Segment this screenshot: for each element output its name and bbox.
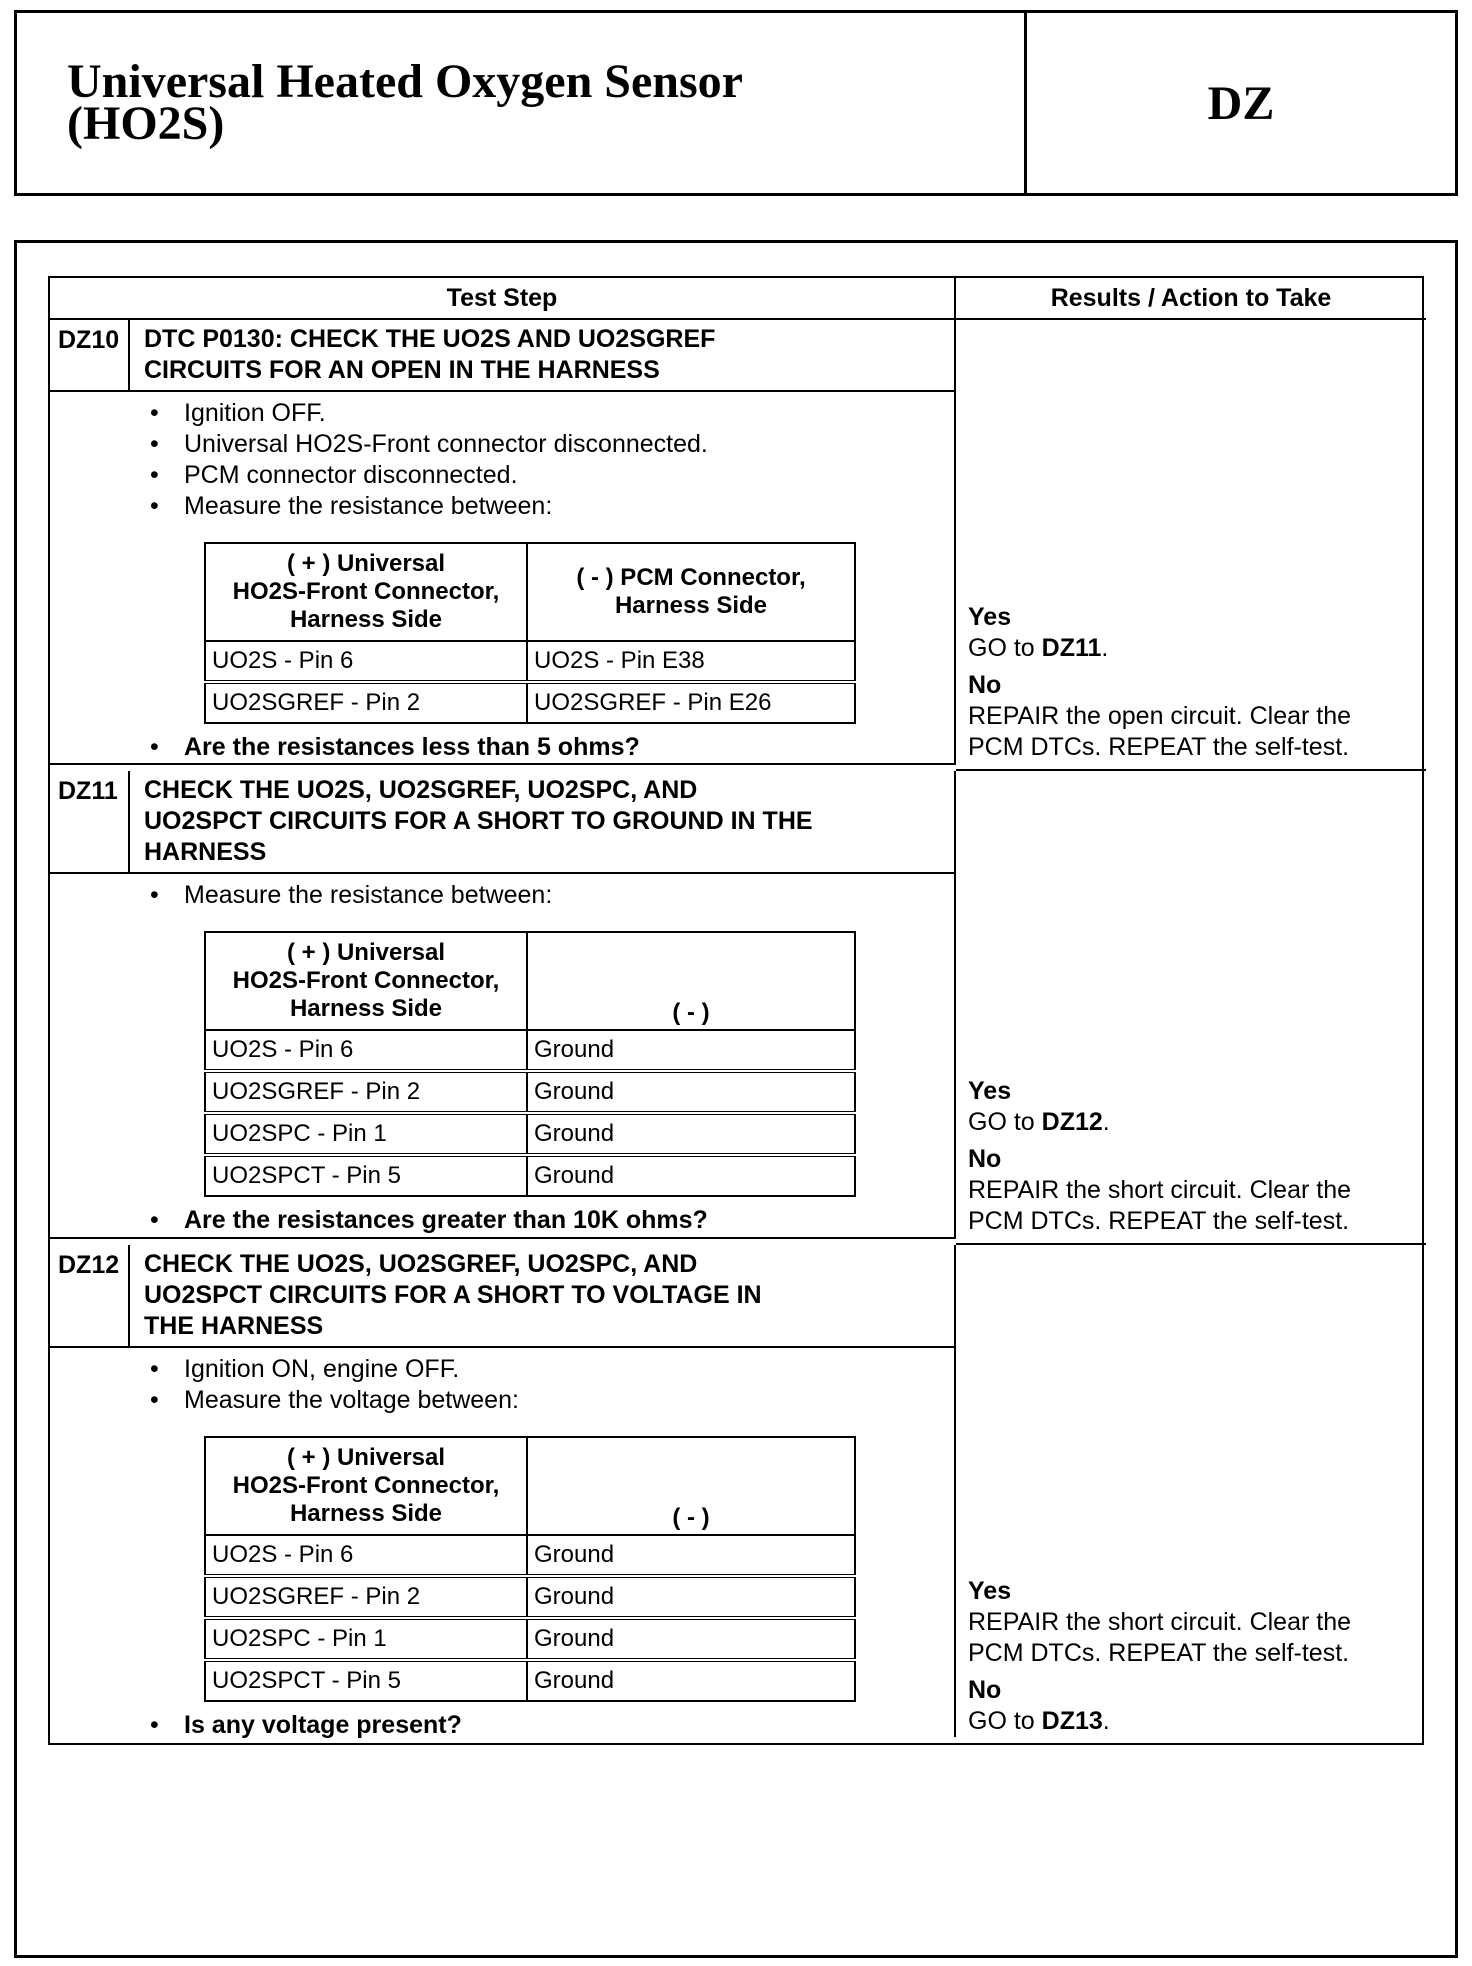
step-dz11 xyxy=(50,771,956,1239)
table-row xyxy=(205,1071,855,1113)
table-row xyxy=(205,1030,855,1071)
test-step-table xyxy=(48,276,1424,1745)
table-row xyxy=(205,1576,855,1618)
negative-lead-header: ( - ) xyxy=(527,1437,855,1535)
table-cell: UO2SGREF - Pin 2 xyxy=(205,1576,527,1618)
step-instructions xyxy=(142,398,954,522)
step-id: DZ11 xyxy=(50,771,130,872)
step-title-line: UO2SPCT CIRCUITS FOR A SHORT TO GROUND IN THE xyxy=(144,807,813,835)
negative-lead-header: ( - ) xyxy=(527,932,855,1030)
title-line-2: (HO2S) xyxy=(67,97,225,150)
step-title-line: CHECK THE UO2S, UO2SGREF, UO2SPC, AND xyxy=(144,1250,698,1278)
step-title-line: CHECK THE UO2S, UO2SGREF, UO2SPC, AND xyxy=(144,776,698,804)
table-cell: Ground xyxy=(527,1535,855,1576)
yes-label: Yes xyxy=(968,603,1012,631)
instruction-item: • Measure the resistance between: xyxy=(142,491,954,522)
positive-lead-header: ( + ) Universal HO2S-Front Connector, Harness Side xyxy=(205,543,527,641)
step-title-line: UO2SPCT CIRCUITS FOR A SHORT TO VOLTAGE IN xyxy=(144,1281,762,1309)
no-action: REPAIR the open circuit. Clear the PCM DTCs. REPEAT the self-test. xyxy=(968,702,1352,761)
table-cell: UO2S - Pin 6 xyxy=(205,641,527,682)
page-header xyxy=(14,10,1458,196)
step-instructions xyxy=(142,1354,954,1416)
yes-action: GO to DZ12. xyxy=(968,1108,1110,1136)
positive-lead-header: ( + ) Universal HO2S-Front Connector, Harness Side xyxy=(205,932,527,1030)
table-row xyxy=(205,641,855,682)
instruction-item: • Measure the resistance between: xyxy=(142,880,954,911)
step-title xyxy=(130,771,954,872)
step-dz10 xyxy=(50,320,956,765)
instruction-item: • Ignition ON, engine OFF. xyxy=(142,1354,954,1385)
table-cell: Ground xyxy=(527,1576,855,1618)
step-dz12 xyxy=(50,1245,956,1737)
instruction-item: • Ignition OFF. xyxy=(142,398,954,429)
page-title xyxy=(67,55,743,150)
test-step-header: Test Step xyxy=(50,278,956,320)
table-cell: UO2SGREF - Pin E26 xyxy=(527,682,855,723)
table-cell: UO2SGREF - Pin 2 xyxy=(205,682,527,723)
step-title-line: HARNESS xyxy=(144,838,267,866)
table-row xyxy=(205,1155,855,1196)
table-cell: UO2S - Pin 6 xyxy=(205,1535,527,1576)
step-header xyxy=(50,320,954,392)
section-code: DZ xyxy=(1207,76,1275,130)
table-cell: UO2SPCT - Pin 5 xyxy=(205,1155,527,1196)
table-row xyxy=(205,1535,855,1576)
step-id: DZ10 xyxy=(50,320,130,390)
table-cell: UO2SGREF - Pin 2 xyxy=(205,1071,527,1113)
instruction-item: • Measure the voltage between: xyxy=(142,1385,954,1416)
yes-label: Yes xyxy=(968,1077,1012,1105)
table-cell: Ground xyxy=(527,1113,855,1155)
step-title-line: THE HARNESS xyxy=(144,1312,324,1340)
measurement-table xyxy=(204,542,856,724)
step-title-line: DTC P0130: CHECK THE UO2S AND UO2SGREF xyxy=(144,325,716,353)
table-cell: Ground xyxy=(527,1155,855,1196)
table-cell: UO2S - Pin E38 xyxy=(527,641,855,682)
step-title xyxy=(130,1245,954,1346)
step-instructions xyxy=(142,880,954,911)
step-body xyxy=(50,392,954,771)
yes-action: GO to DZ11. xyxy=(968,634,1109,662)
table-cell: UO2SPC - Pin 1 xyxy=(205,1618,527,1660)
no-action: REPAIR the short circuit. Clear the PCM DTCs. REPEAT the self-test. xyxy=(968,1176,1352,1235)
step-question: • Is any voltage present? xyxy=(142,1710,954,1741)
table-cell: UO2S - Pin 6 xyxy=(205,1030,527,1071)
table-cell: Ground xyxy=(527,1071,855,1113)
negative-lead-header: ( - ) PCM Connector, Harness Side xyxy=(527,543,855,641)
table-row xyxy=(205,1113,855,1155)
table-cell: Ground xyxy=(527,1030,855,1071)
no-action: GO to DZ13. xyxy=(968,1707,1110,1735)
measurement-table xyxy=(204,1436,856,1702)
table-row xyxy=(205,1618,855,1660)
table-cell: UO2SPC - Pin 1 xyxy=(205,1113,527,1155)
table-row xyxy=(205,682,855,723)
no-label: No xyxy=(968,671,1002,699)
results-dz11 xyxy=(956,771,1426,1245)
results-dz10 xyxy=(956,320,1426,771)
measurement-table xyxy=(204,931,856,1197)
table-cell: Ground xyxy=(527,1660,855,1701)
header-title-cell xyxy=(17,13,1027,193)
step-question: • Are the resistances less than 5 ohms? xyxy=(142,732,954,763)
results-dz12 xyxy=(956,1245,1426,1743)
no-label: No xyxy=(968,1145,1002,1173)
table-cell: UO2SPCT - Pin 5 xyxy=(205,1660,527,1701)
positive-lead-header: ( + ) Universal HO2S-Front Connector, Harness Side xyxy=(205,1437,527,1535)
step-body xyxy=(50,874,954,1244)
title-line-1: Universal Heated Oxygen Sensor xyxy=(67,55,743,108)
instruction-item: • PCM connector disconnected. xyxy=(142,460,954,491)
yes-label: Yes xyxy=(968,1577,1012,1605)
step-question: • Are the resistances greater than 10K ohms? xyxy=(142,1205,954,1236)
instruction-item: • Universal HO2S-Front connector disconnected. xyxy=(142,429,954,460)
step-title xyxy=(130,320,954,390)
results-header: Results / Action to Take xyxy=(956,278,1426,320)
step-body xyxy=(50,1348,954,1749)
no-label: No xyxy=(968,1676,1002,1704)
step-id: DZ12 xyxy=(50,1245,130,1346)
step-title-line: CIRCUITS FOR AN OPEN IN THE HARNESS xyxy=(144,356,660,384)
table-row xyxy=(205,1660,855,1701)
yes-action: REPAIR the short circuit. Clear the PCM DTCs. REPEAT the self-test. xyxy=(968,1608,1352,1667)
step-header xyxy=(50,771,954,874)
step-header xyxy=(50,1245,954,1348)
table-cell: Ground xyxy=(527,1618,855,1660)
